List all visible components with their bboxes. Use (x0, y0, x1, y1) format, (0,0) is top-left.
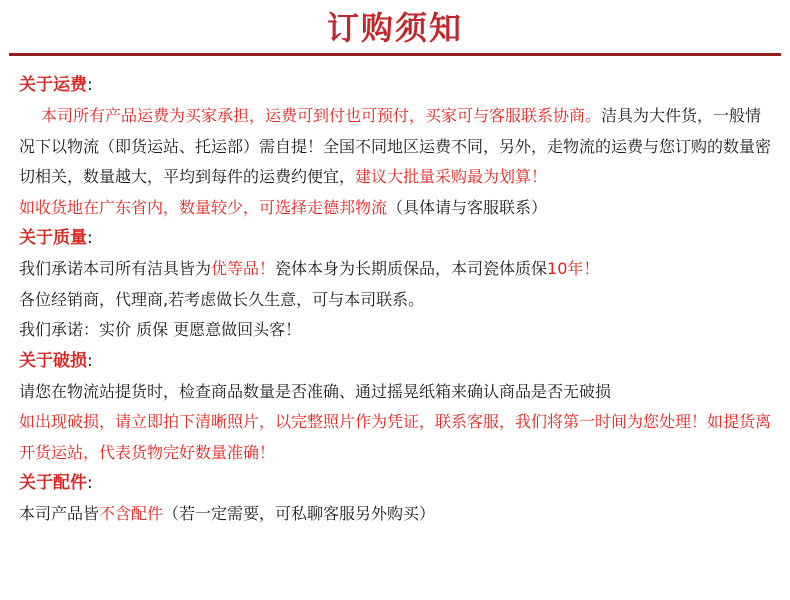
quality-line-2: 各位经销商，代理商,若考虑做长久生意，可与本司联系。 (19, 289, 425, 309)
shipping-heading-label: 关于运费 (19, 75, 87, 95)
shipping-paragraph (19, 101, 775, 193)
shipping-guangdong-line (19, 193, 775, 224)
quality-warranty-text: 瓷体本身为长期质保品，本司瓷体质保 (275, 259, 548, 278)
shipping-heading-colon: : (87, 75, 93, 95)
shipping-cost-note: 本司所有产品运费为买家承担，运费可到付也可预付，买家可与客服联系协商。 (41, 106, 602, 125)
damage-heading-label: 关于破损 (19, 350, 87, 371)
damage-heading-colon: : (87, 350, 93, 371)
quality-heading (19, 223, 775, 254)
accessories-not-included: 不含配件 (99, 504, 164, 523)
accessories-heading (19, 468, 775, 499)
quality-line-3: 我们承诺：实价 质保 更愿意做回头客！ (19, 320, 302, 339)
shipping-contact-note: （具体请与客服联系） (387, 197, 548, 217)
quality-warranty-years: 10年！ (547, 259, 600, 278)
damage-instructions: 如出现破损，请立即拍下清晰照片，以完整照片作为凭证，联系客服，我们将第一时间为您处理！如提货离开货运站，代表货物完好数量准确！ (19, 412, 772, 462)
accessories-text-a: 本司产品皆 (19, 504, 100, 523)
quality-heading-colon: : (87, 228, 93, 248)
notice-content (19, 70, 775, 530)
accessories-line-1 (19, 499, 775, 530)
shipping-guangdong-note: 如收货地在广东省内，数量较少，可选择走德邦物流 (19, 197, 388, 217)
accessories-text-b: （若一定需要，可私聊客服另外购买） (163, 504, 436, 523)
shipping-logistics-note: 洁具为大件货，一般情况下以物流（即货运站、托运部）需自提！全国不同地区运费不同，另外，走物流的运费与您订购的数量密切相关，数量越大，平均到每件的运费约便宜， (19, 106, 772, 186)
accessories-heading-label: 关于配件 (19, 473, 87, 493)
title-divider (9, 53, 781, 56)
accessories-heading-colon: : (87, 473, 93, 493)
shipping-heading (19, 70, 775, 101)
quality-heading-label: 关于质量 (19, 228, 87, 248)
quality-line-1 (19, 254, 775, 285)
quality-promise-text: 我们承诺本司所有洁具皆为 (19, 259, 212, 278)
damage-line-1: 请您在物流站提货时，检查商品数量是否准确、通过摇晃纸箱来确认商品是否无破损 (19, 381, 612, 401)
damage-heading (19, 346, 775, 377)
quality-grade-badge: 优等品！ (211, 259, 276, 278)
shipping-bulk-recommendation: 建议大批量采购最为划算！ (355, 167, 548, 186)
page-title: 订购须知 (326, 9, 463, 47)
